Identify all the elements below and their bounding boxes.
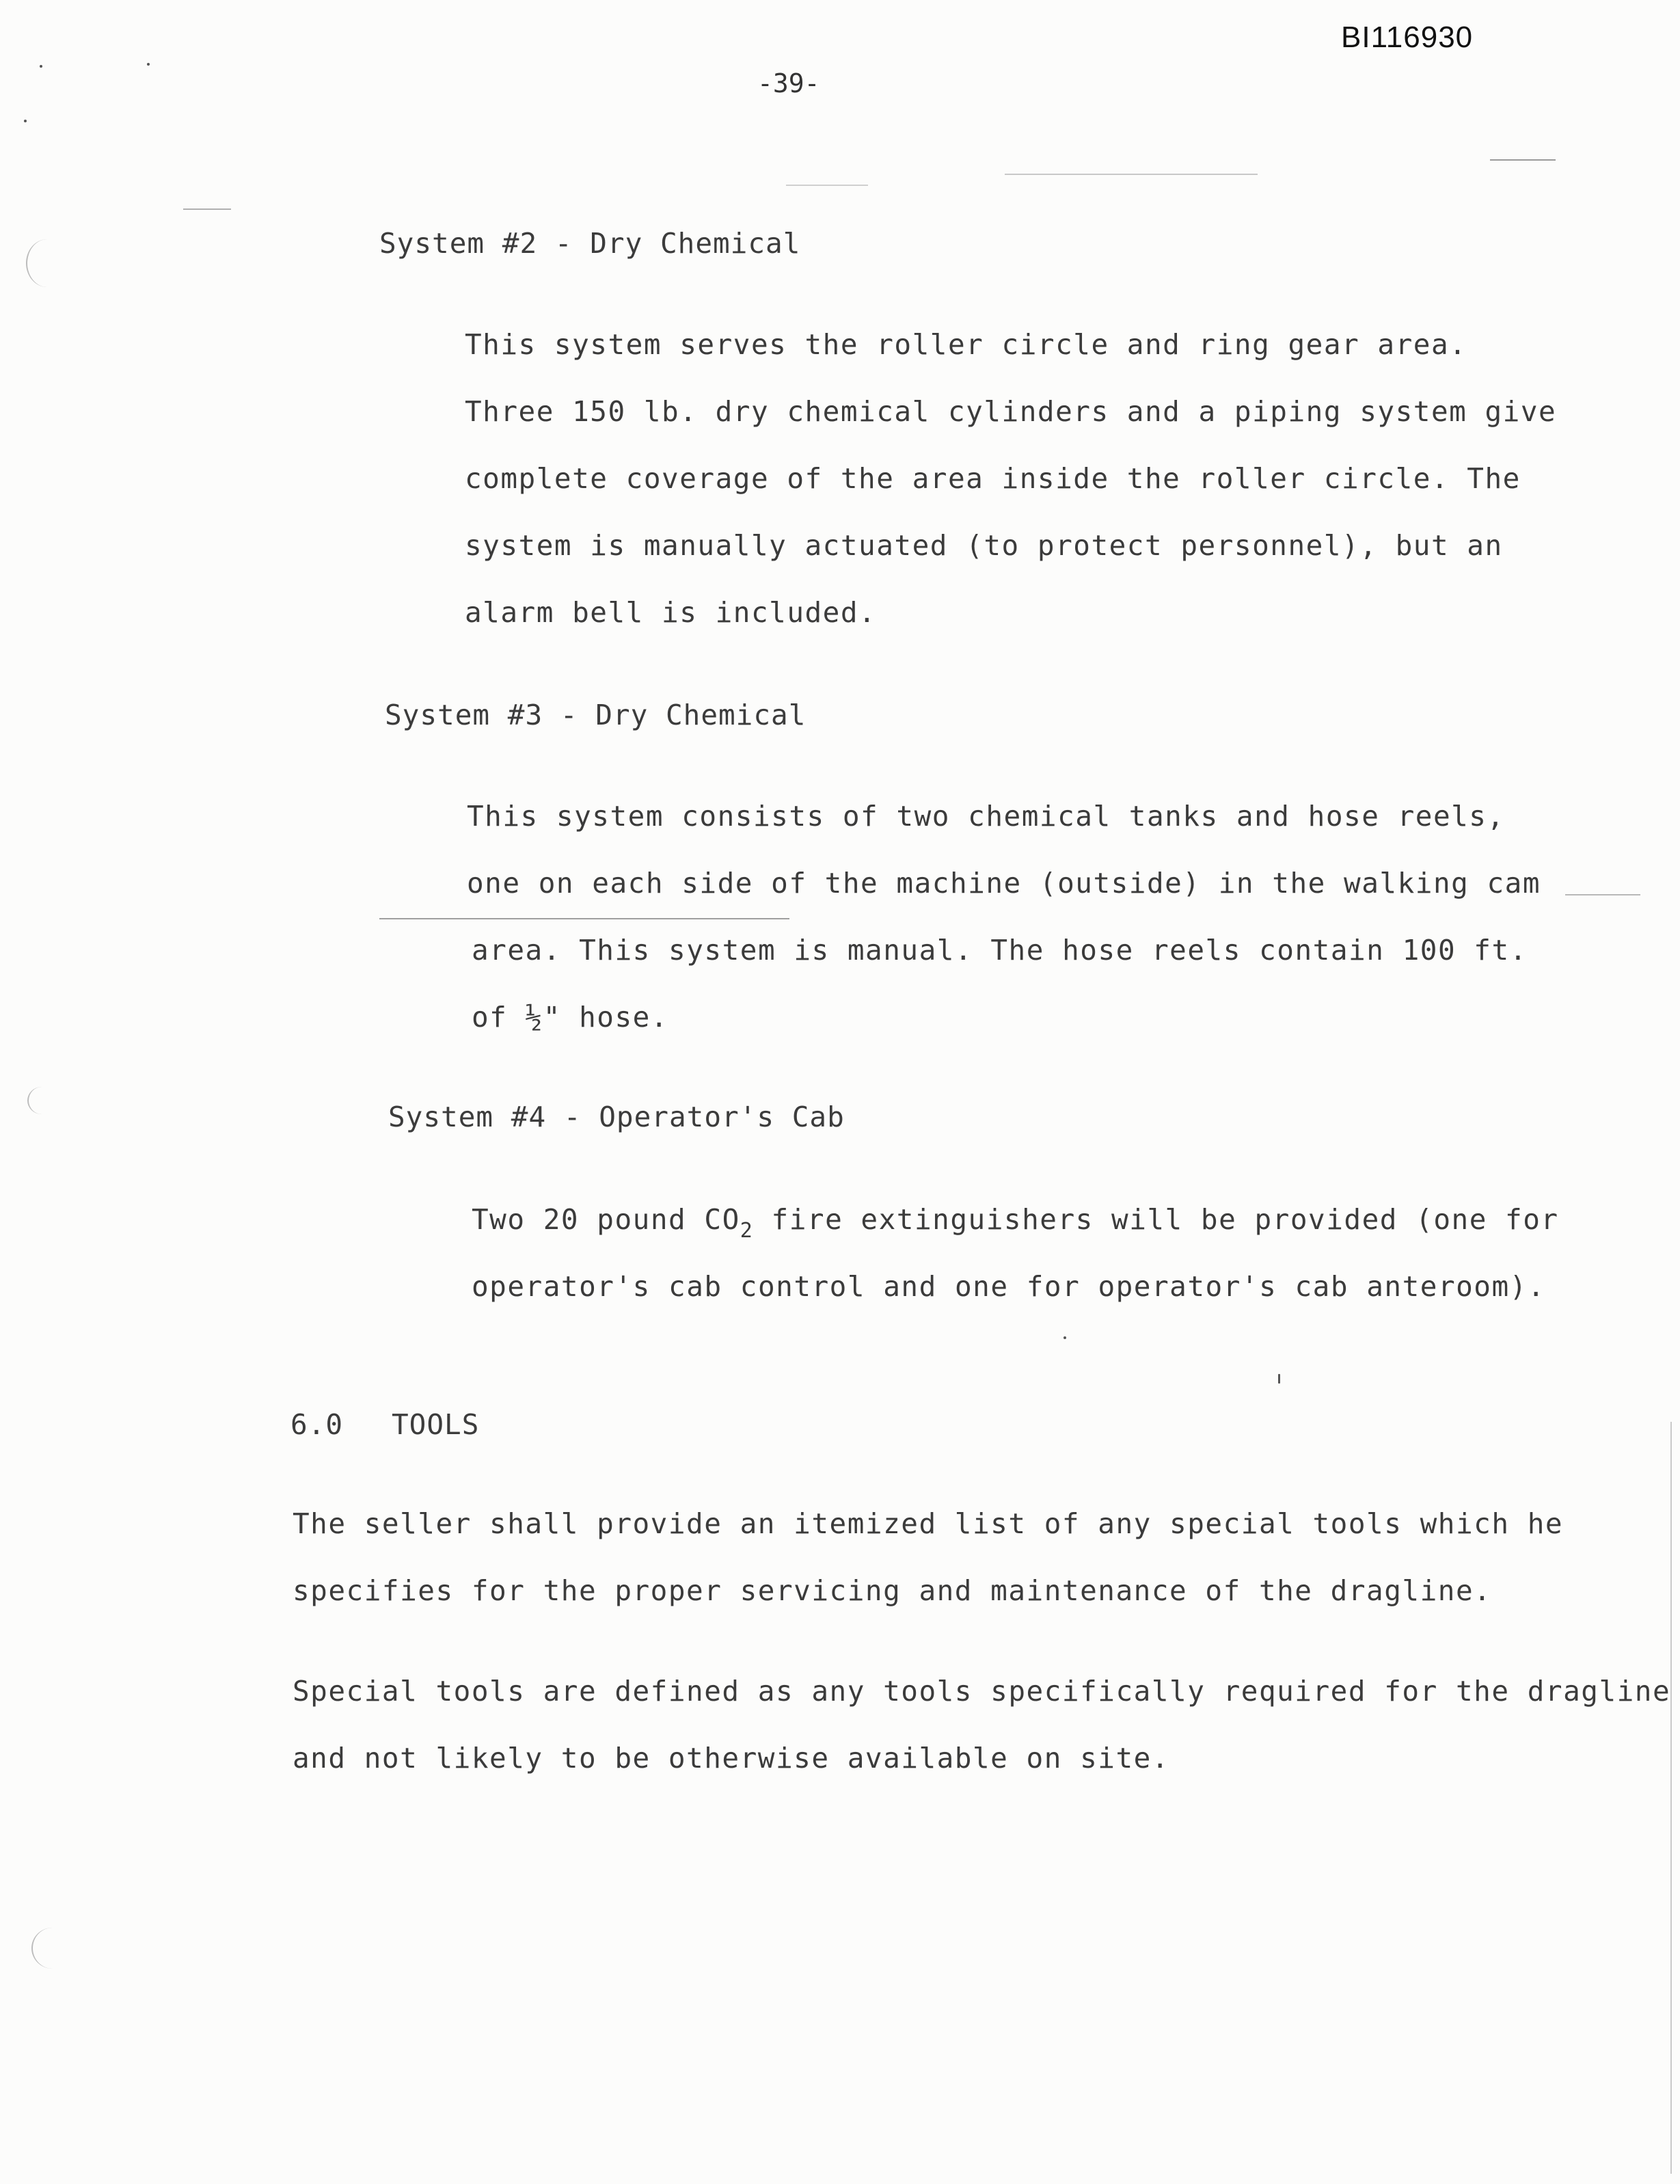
system-4-line-end: fire extinguishers will be provided (one for	[753, 1203, 1559, 1236]
scan-mark	[379, 918, 789, 919]
system-4-line	[472, 1203, 1559, 1243]
system-2-line: This system serves the roller circle and ring gear area.	[465, 328, 1467, 361]
system-3-line: This system consists of two chemical tanks and hose reels,	[467, 800, 1505, 833]
system-2-heading: System #2 - Dry Chemical	[379, 227, 801, 260]
tools-paragraph-line: and not likely to be otherwise available on site.	[293, 1742, 1170, 1775]
system-3-heading: System #3 - Dry Chemical	[385, 699, 807, 731]
section-title: TOOLS	[392, 1408, 480, 1441]
scan-dot	[24, 120, 27, 122]
tools-paragraph-line: The seller shall provide an itemized list of any special tools which he	[293, 1507, 1564, 1540]
scan-arc	[27, 1087, 56, 1114]
scan-dot	[40, 65, 42, 68]
scan-dot	[147, 63, 150, 66]
system-2-line: complete coverage of the area inside the roller circle. The	[465, 462, 1521, 495]
scan-mark	[1005, 174, 1258, 175]
page-number: -39-	[757, 68, 820, 98]
tools-paragraph-line: specifies for the proper servicing and maintenance of the dragline.	[293, 1574, 1492, 1607]
scan-mark	[1490, 159, 1556, 161]
scan-edge	[1670, 1422, 1672, 2174]
section-number: 6.0	[290, 1408, 344, 1441]
system-2-line: alarm bell is included.	[465, 596, 877, 629]
scan-mark	[786, 185, 868, 186]
scan-mark	[1565, 894, 1640, 895]
co2-subscript: 2	[740, 1219, 754, 1243]
system-4-line-start: Two 20 pound CO	[472, 1203, 740, 1236]
scan-dot	[1278, 1374, 1280, 1384]
scan-dot	[1063, 1336, 1066, 1339]
system-3-line: one on each side of the machine (outside) in the walking cam	[467, 867, 1541, 900]
bates-number: BI116930	[1341, 21, 1474, 54]
system-4-heading: System #4 - Operator's Cab	[388, 1101, 845, 1133]
system-3-line: of ½" hose.	[472, 1001, 669, 1034]
scan-arc	[26, 239, 68, 287]
scan-mark	[183, 208, 231, 210]
scan-arc	[31, 1928, 74, 1969]
system-3-line: area. This system is manual. The hose reels contain 100 ft.	[472, 934, 1528, 967]
system-4-line: operator's cab control and one for operator's cab anteroom).	[472, 1270, 1546, 1303]
system-2-line: Three 150 lb. dry chemical cylinders and a piping system give	[465, 395, 1557, 428]
system-2-line: system is manually actuated (to protect personnel), but an	[465, 529, 1503, 562]
tools-paragraph-line: Special tools are defined as any tools specifically required for the dragline	[293, 1675, 1671, 1708]
